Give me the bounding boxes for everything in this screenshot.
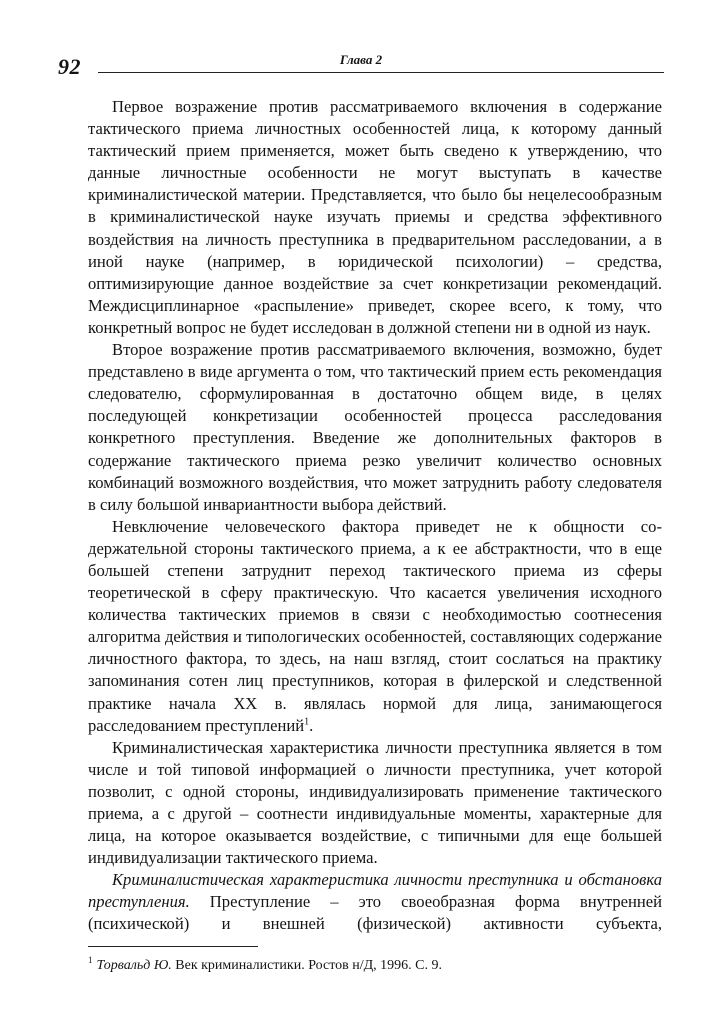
paragraph-4 <box>88 737 662 870</box>
running-header <box>58 46 664 79</box>
paragraph-1 <box>88 96 662 339</box>
paragraph-text: Преступление – это своеобразная форма внутренней (психической) и внешней (физической) активности субъекта, <box>88 892 662 934</box>
footnote-text: Век криминалистики. Ростов н/Д, 1996. С. 9. <box>171 958 443 973</box>
page-number: 92 <box>58 54 81 79</box>
footnote-mark: 1 <box>88 955 93 966</box>
header-rule <box>98 72 664 73</box>
paragraph-3 <box>88 516 662 737</box>
paragraph-tail: . <box>309 715 314 735</box>
paragraph-text: Невключение человеческого фактора приведет не к общности содержательной стороны тактического приема, а к ее абстрактности, что в еще большей степени затруднит переход тактического приема из сферы теоретической в сферу практическую. Что касается увеличения исходного количества тактических приемов в связи с необходимостью соотнесения алгоритма действия и типологических особенностей, составляющих содержание личностного фактора, то здесь, на наш взгляд, стоит сослаться на практику запоминания сотен лиц преступников, которая в филерской и следственной практике начала XX в. являлась нормой для лица, занимающегося расследованием преступлений <box>88 516 662 735</box>
paragraph-5 <box>88 869 662 935</box>
body-text <box>88 96 662 936</box>
footnote-rule <box>88 946 258 947</box>
chapter-title: Глава 2 <box>339 52 383 67</box>
paragraph-text: Второе возражение против рассматриваемого включения, возможно, будет представлено в виде аргумента о том, что тактический прием есть рекомендация следователю, сформулированная в достаточно общем виде, в целях последующей конкретизации особенностей процесса расследования конкретного преступления. Введение же дополнительных факторов в содержание тактического приема резко увеличит количество основных комбинаций возможного воздействия, что может затруднить работу следователя в силу большой инвариантности выбора действий. <box>88 340 662 514</box>
section-run-in-heading: Криминалистическая характеристика личности преступника и обстановка преступления. <box>88 870 662 912</box>
paragraph-text: Криминалистическая характеристика личности преступника является в том числе и той типовой информацией о личности преступника, учет которой позволит, с одной стороны, индивидуализировать применение тактического приема, а с другой – соотнести индивидуальные моменты, характерные для лица, на которое оказывается воздействие, с типичными для еще большей индивидуализации тактического приема. <box>88 737 662 868</box>
paragraph-2 <box>88 339 662 516</box>
footnote-reference[interactable]: 1 <box>304 716 310 728</box>
paragraph-text: Первое возражение против рассматриваемого включения в содержание тактического приема личностных особенностей лица, к которому данный тактический прием применяется, может быть сведено к утверждению, что данные личностные особенности не могут выступать в качестве криминалистической материи. Представляется, что было бы нецелесообразным в криминалистической науке изучать приемы и средства эффективного воздействия на личность преступника в предварительном расследовании, а в иной науке (например, в юридической психологии) – средства, оптимизирующие данное воздействие за счет конкретизации рекомендаций. Междисциплинарное «распыление» приведет, скорее всего, к тому, что конкретный вопрос не будет исследован в должной степени ни в одной из наук. <box>88 97 662 337</box>
footnote-author: Торвальд Ю. <box>96 958 172 973</box>
footnote <box>88 957 662 975</box>
